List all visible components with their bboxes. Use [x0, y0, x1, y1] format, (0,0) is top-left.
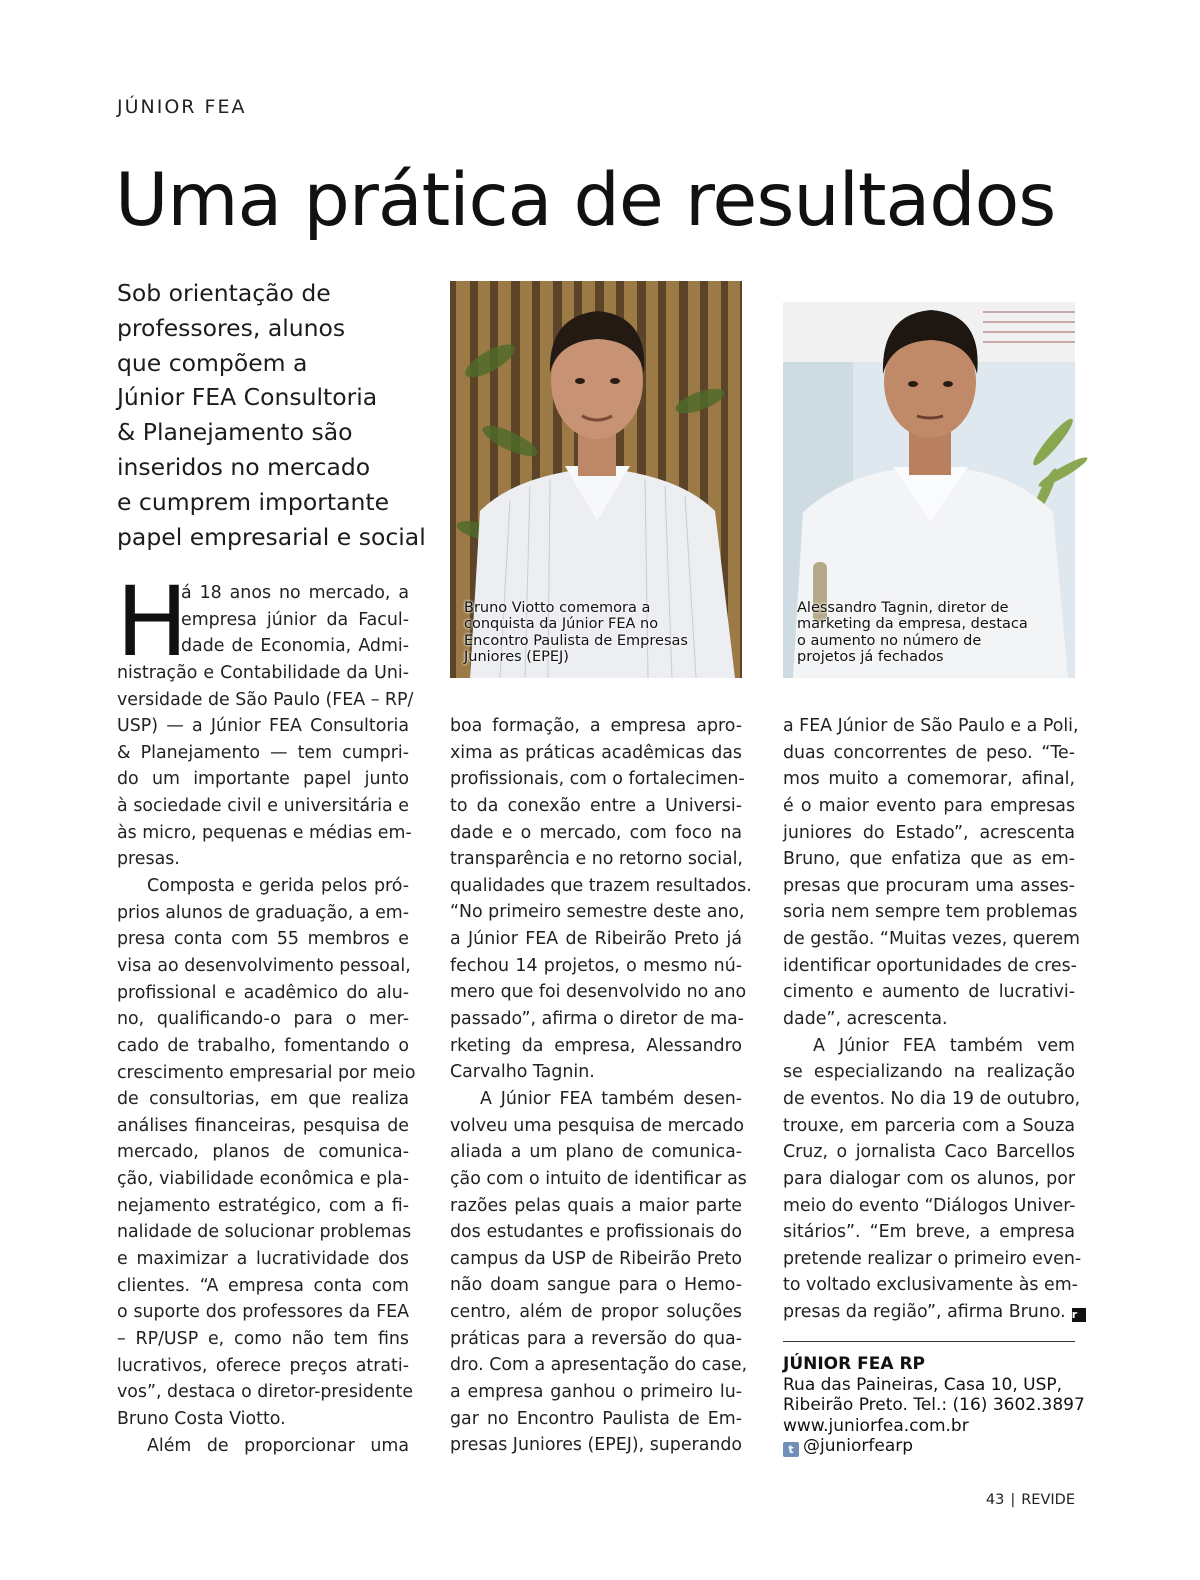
body-text-line: USP) — a Júnior FEA Consultoria [117, 716, 409, 737]
body-text-line: dos estudantes e profissionais do [450, 1222, 742, 1243]
body-text-line: razões pelas quais a maior parte [450, 1195, 742, 1216]
body-text-line: A Júnior FEA também desen- [480, 1088, 742, 1109]
caption-line: Juniores (EPEJ) [464, 649, 569, 666]
body-text-line: nejamento estratégico, com a fi- [117, 1195, 409, 1216]
body-text-line: prios alunos de graduação, a em- [117, 902, 409, 923]
body-text-line: no, qualificando-o para o mer- [117, 1009, 409, 1030]
body-text-line: trouxe, em parceria com a Souza [783, 1115, 1075, 1136]
body-text-line: nalidade de solucionar problemas [117, 1222, 412, 1243]
body-text-line: xima as práticas acadêmicas das [450, 742, 742, 763]
body-text-line: – RP/USP e, como não tem fins [117, 1328, 409, 1349]
body-text-line: transparência e no retorno social, [450, 849, 743, 870]
caption-line: Encontro Paulista de Empresas [464, 632, 688, 649]
body-text-line: do um importante papel junto [117, 769, 409, 790]
end-of-article-mark: r [1072, 1308, 1086, 1322]
body-text-line: a FEA Júnior de São Paulo e a Poli, [783, 716, 1079, 736]
body-column-1 [117, 580, 416, 1459]
body-text-line: nistração e Contabilidade da Uni- [117, 662, 409, 683]
contact-address-line-2: Ribeirão Preto. Tel.: (16) 3602.3897 [783, 1395, 1085, 1416]
body-text-line: sitários”. “Em breve, a empresa [783, 1222, 1075, 1243]
photo-alessandro-tagnin [783, 302, 1075, 678]
body-text-line: dade e o mercado, com foco na [450, 822, 742, 843]
body-text-line: fechou 14 projetos, o mesmo nú- [450, 955, 742, 976]
page-footer [986, 1492, 1075, 1508]
body-text-line: boa formação, a empresa apro- [450, 716, 742, 736]
body-text-line: visa ao desenvolvimento pessoal, [117, 955, 411, 976]
caption-line: Bruno Viotto comemora a [464, 599, 651, 616]
drop-cap: H [116, 566, 189, 678]
lead-line: Sob orientação de [117, 279, 331, 307]
lead-line: Júnior FEA Consultoria [117, 383, 378, 412]
body-text-line: A Júnior FEA também vem [813, 1035, 1075, 1056]
body-text-line: centro, além de propor soluções [450, 1302, 742, 1323]
body-text-line: profissional e acadêmico do alu- [117, 982, 409, 1003]
lead-line: papel empresarial e social [117, 522, 426, 551]
body-text-line: é o maior evento para empresas [783, 795, 1075, 816]
body-text-line: presas que procuram uma asses- [783, 875, 1075, 896]
body-text-line: volveu uma pesquisa de mercado [450, 1115, 744, 1136]
body-text-line: Além de proporcionar uma [147, 1435, 409, 1456]
body-text-line: Composta e gerida pelos pró- [147, 876, 409, 897]
lead-line: e cumprem importante [117, 487, 390, 516]
body-text-line: de eventos. No dia 19 de outubro, [783, 1088, 1081, 1109]
caption-line: projetos já fechados [797, 649, 944, 666]
lead-line: inseridos no mercado [117, 452, 371, 481]
lead-paragraph [117, 276, 427, 554]
body-text-line: lucrativos, oferece preços atrati- [117, 1355, 409, 1376]
body-text-line: ção, viabilidade econômica e pla- [117, 1169, 409, 1190]
footer-separator: | [1010, 1492, 1016, 1508]
contact-twitter-handle[interactable]: @juniorfearp [803, 1436, 914, 1457]
body-text-line: to voltado exclusivamente às em- [783, 1275, 1078, 1296]
magazine-name: REVIDE [1021, 1492, 1075, 1508]
body-text-line: presa conta com 55 membros e [117, 929, 409, 950]
contact-address-line-1: Rua das Paineiras, Casa 10, USP, [783, 1374, 1063, 1395]
twitter-icon: t [783, 1442, 799, 1457]
body-text-line: para dialogar com os alunos, por [783, 1168, 1075, 1189]
body-text-line: não doam sangue para o Hemo- [450, 1275, 742, 1296]
body-text-line [783, 1299, 1078, 1326]
body-text-line: a Júnior FEA de Ribeirão Preto já [450, 929, 742, 950]
body-text-line: dade”, acrescenta. [783, 1009, 948, 1030]
body-text-line: clientes. “A empresa conta com [117, 1275, 409, 1296]
contact-website[interactable]: www.juniorfea.com.br [783, 1415, 969, 1436]
body-text-line: soria nem sempre tem problemas [783, 902, 1078, 923]
body-text-line: rketing da empresa, Alessandro [450, 1035, 742, 1056]
caption-line: Alessandro Tagnin, diretor de [797, 599, 1009, 616]
body-column-2 [450, 713, 752, 1459]
body-text-line: versidade de São Paulo (FEA – RP/ [117, 689, 414, 710]
body-text-line: cado de trabalho, fomentando o [117, 1035, 409, 1056]
body-text-line: Cruz, o jornalista Caco Barcellos [783, 1142, 1075, 1163]
body-text-line: meio do evento “Diálogos Univer- [783, 1195, 1076, 1216]
body-text-line: aliada a um plano de comunica- [450, 1142, 742, 1163]
body-text-line: de consultorias, em que realiza [117, 1089, 409, 1110]
body-text-line: passado”, afirma o diretor de ma- [450, 1009, 744, 1030]
body-text-line: e maximizar a lucratividade dos [117, 1249, 409, 1270]
body-text-line: dro. Com a apresentação do case, [450, 1355, 748, 1376]
body-text-line: mercado, planos de comunica- [117, 1142, 409, 1163]
body-text-line: duas concorrentes de peso. “Te- [783, 742, 1075, 763]
body-text-line: de gestão. “Muitas vezes, querem [783, 929, 1080, 950]
body-text-line: gar no Encontro Paulista de Em- [450, 1408, 742, 1429]
page-number: 43 [985, 1492, 1005, 1508]
body-text-line: análises financeiras, pesquisa de [117, 1115, 409, 1136]
contact-twitter-line [783, 1436, 1075, 1457]
body-text-line-text: presas da região”, afirma Bruno. [783, 1302, 1066, 1323]
body-text-line: mero que foi desenvolvido no ano [450, 982, 747, 1003]
body-text-line: o suporte dos professores da FEA [117, 1302, 409, 1323]
caption-line: o aumento no número de [797, 632, 982, 649]
lead-line: professores, alunos [117, 313, 346, 342]
body-text-line: mos muito a comemorar, afinal, [783, 769, 1075, 790]
body-text-line: cimento e aumento de lucrativi- [783, 982, 1075, 1003]
caption-line: marketing da empresa, destaca [797, 616, 1028, 633]
lead-line: que compõem a [117, 348, 308, 377]
body-text-line: & Planejamento — tem cumpri- [117, 742, 409, 763]
photo1-caption [464, 600, 688, 666]
body-text-line: Bruno, que enfatiza que as em- [783, 849, 1075, 870]
body-text-line: pretende realizar o primeiro even- [783, 1248, 1082, 1269]
body-text-line: to da conexão entre a Universi- [450, 795, 742, 816]
section-label: JÚNIOR FEA [117, 96, 247, 118]
body-text-line: “No primeiro semestre deste ano, [450, 902, 745, 923]
body-text-line: vos”, destaca o diretor-presidente [117, 1382, 414, 1403]
photo2-caption [797, 600, 1028, 666]
caption-line: conquista da Júnior FEA no [464, 616, 659, 633]
body-text-line: á 18 anos no mercado, a [181, 583, 409, 603]
photo-bruno-viotto [450, 281, 742, 678]
body-text-line: dade de Economia, Admi- [181, 636, 409, 657]
body-text-line: ção com o intuito de identificar as [450, 1168, 747, 1189]
body-text-line: práticas para a reversão do qua- [450, 1328, 742, 1349]
body-text-line: se especializando na realização [783, 1062, 1075, 1083]
body-text-line: qualidades que trazem resultados. [450, 875, 752, 896]
contact-box [783, 1341, 1085, 1457]
lead-line: & Planejamento são [117, 418, 353, 447]
body-text-line: campus da USP de Ribeirão Preto [450, 1248, 742, 1269]
body-text-line: presas. [117, 849, 180, 870]
body-text-line: identificar oportunidades de cres- [783, 955, 1077, 976]
body-text-line: profissionais, com o fortalecimen- [450, 769, 745, 790]
body-text-line: à sociedade civil e universitária e [117, 796, 409, 817]
body-text-line: crescimento empresarial por meio [117, 1062, 416, 1083]
body-text-line: empresa júnior da Facul- [181, 609, 409, 630]
contact-title: JÚNIOR FEA RP [783, 1354, 925, 1374]
body-text-line: a empresa ganhou o primeiro lu- [450, 1382, 742, 1403]
body-text-line: presas Juniores (EPEJ), superando [450, 1435, 743, 1456]
body-text-line: Carvalho Tagnin. [450, 1062, 595, 1083]
body-text-line: às micro, pequenas e médias em- [117, 822, 412, 843]
body-text-line: Bruno Costa Viotto. [117, 1408, 286, 1429]
headline: Uma prática de resultados [115, 158, 1056, 243]
body-column-3 [783, 713, 1082, 1326]
body-text-line: juniores do Estado”, acrescenta [783, 822, 1075, 843]
